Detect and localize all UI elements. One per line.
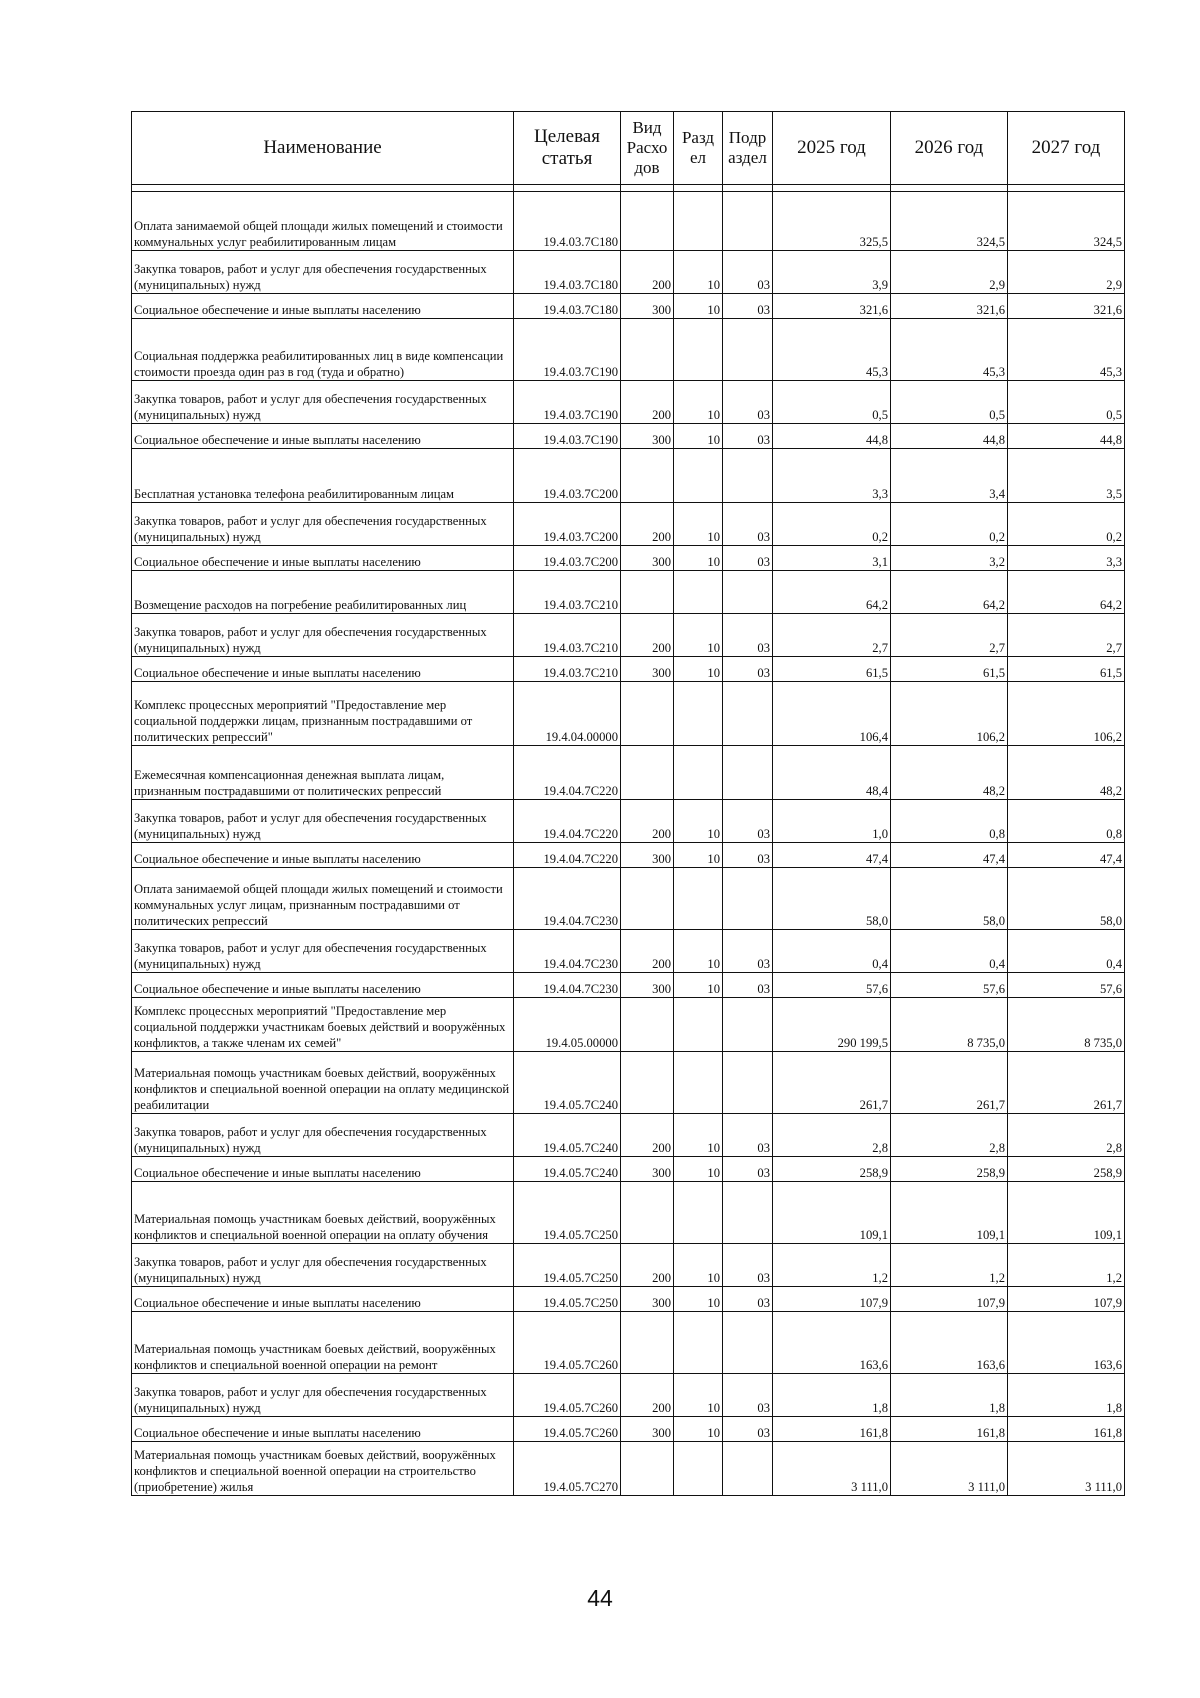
row-subsection: 03 [723,1417,773,1442]
row-section [674,1312,723,1374]
row-expense-type: 300 [621,546,674,571]
row-section [674,868,723,930]
row-value-2025: 2,8 [773,1114,891,1157]
row-value-2025: 3,3 [773,449,891,503]
row-name: Социальное обеспечение и иные выплаты населению [132,546,514,571]
row-name: Закупка товаров, работ и услуг для обеспечения государственных (муниципальных) нужд [132,503,514,546]
table-row [132,1442,1125,1496]
table-row [132,424,1125,449]
row-name: Оплата занимаемой общей площади жилых помещений и стоимости коммунальных услуг лицам, признанным пострадавшими от политических репрессий [132,868,514,930]
row-name: Оплата занимаемой общей площади жилых помещений и стоимости коммунальных услуг реабилитированным лицам [132,192,514,251]
row-subsection: 03 [723,251,773,294]
row-name: Социальное обеспечение и иные выплаты населению [132,1287,514,1312]
row-value-2026: 44,8 [891,424,1008,449]
row-subsection [723,682,773,746]
table-row [132,1374,1125,1417]
table-header-row [132,112,1125,185]
row-target-article: 19.4.03.7С210 [514,614,621,657]
row-target-article: 19.4.05.7С260 [514,1312,621,1374]
row-value-2027: 2,7 [1008,614,1125,657]
row-value-2027: 2,8 [1008,1114,1125,1157]
row-value-2025: 290 199,5 [773,998,891,1052]
table-row [132,319,1125,381]
row-section: 10 [674,800,723,843]
row-subsection [723,868,773,930]
table-row [132,614,1125,657]
row-name: Материальная помощь участникам боевых действий, вооружённых конфликтов и специальной военной операции на ремонт [132,1312,514,1374]
row-target-article: 19.4.04.7С230 [514,930,621,973]
row-subsection: 03 [723,843,773,868]
row-value-2025: 1,0 [773,800,891,843]
row-value-2026: 163,6 [891,1312,1008,1374]
row-target-article: 19.4.03.7С190 [514,319,621,381]
row-value-2025: 258,9 [773,1157,891,1182]
row-expense-type [621,192,674,251]
row-expense-type [621,319,674,381]
row-subsection [723,192,773,251]
row-section: 10 [674,1374,723,1417]
row-target-article: 19.4.04.7С230 [514,973,621,998]
row-target-article: 19.4.03.7С180 [514,192,621,251]
table-row [132,1114,1125,1157]
row-value-2026: 61,5 [891,657,1008,682]
row-target-article: 19.4.04.00000 [514,682,621,746]
table-row [132,381,1125,424]
row-subsection: 03 [723,546,773,571]
row-target-article: 19.4.05.7С240 [514,1114,621,1157]
row-expense-type: 200 [621,1114,674,1157]
table-spacer-row [132,185,1125,192]
row-value-2027: 107,9 [1008,1287,1125,1312]
table-row [132,1287,1125,1312]
row-value-2026: 2,9 [891,251,1008,294]
row-value-2026: 321,6 [891,294,1008,319]
row-subsection: 03 [723,1287,773,1312]
row-value-2025: 2,7 [773,614,891,657]
row-subsection: 03 [723,381,773,424]
row-name: Социальное обеспечение и иные выплаты населению [132,843,514,868]
row-expense-type [621,571,674,614]
table-row [132,973,1125,998]
row-expense-type: 300 [621,424,674,449]
header-section: Разд ел [674,112,723,185]
row-value-2025: 3,9 [773,251,891,294]
row-value-2027: 3 111,0 [1008,1442,1125,1496]
table-row [132,800,1125,843]
row-subsection: 03 [723,1157,773,1182]
row-expense-type: 200 [621,381,674,424]
row-value-2026: 0,4 [891,930,1008,973]
table-row [132,930,1125,973]
row-section [674,192,723,251]
row-section: 10 [674,424,723,449]
page-number: 44 [587,1585,613,1611]
row-value-2025: 325,5 [773,192,891,251]
row-value-2027: 0,5 [1008,381,1125,424]
row-value-2026: 48,2 [891,746,1008,800]
table-row [132,449,1125,503]
row-value-2025: 64,2 [773,571,891,614]
row-subsection: 03 [723,1244,773,1287]
row-target-article: 19.4.03.7С200 [514,449,621,503]
table-row [132,1157,1125,1182]
row-subsection: 03 [723,1114,773,1157]
row-value-2025: 3,1 [773,546,891,571]
row-value-2026: 1,2 [891,1244,1008,1287]
row-value-2027: 45,3 [1008,319,1125,381]
row-expense-type: 200 [621,614,674,657]
row-value-2026: 57,6 [891,973,1008,998]
row-value-2025: 161,8 [773,1417,891,1442]
row-target-article: 19.4.03.7С210 [514,571,621,614]
row-target-article: 19.4.03.7С180 [514,251,621,294]
table-row [132,746,1125,800]
row-name: Закупка товаров, работ и услуг для обеспечения государственных (муниципальных) нужд [132,381,514,424]
row-expense-type [621,1182,674,1244]
row-value-2026: 3,2 [891,546,1008,571]
row-expense-type [621,1052,674,1114]
row-value-2025: 0,5 [773,381,891,424]
row-value-2026: 64,2 [891,571,1008,614]
row-name: Закупка товаров, работ и услуг для обеспечения государственных (муниципальных) нужд [132,251,514,294]
row-target-article: 19.4.05.7С260 [514,1374,621,1417]
row-section: 10 [674,843,723,868]
table-row [132,571,1125,614]
row-value-2025: 45,3 [773,319,891,381]
row-section: 10 [674,381,723,424]
row-value-2027: 61,5 [1008,657,1125,682]
row-value-2025: 1,8 [773,1374,891,1417]
row-value-2026: 324,5 [891,192,1008,251]
row-value-2025: 1,2 [773,1244,891,1287]
row-value-2026: 2,8 [891,1114,1008,1157]
row-value-2026: 3 111,0 [891,1442,1008,1496]
row-target-article: 19.4.05.7С250 [514,1287,621,1312]
row-value-2025: 0,2 [773,503,891,546]
table-row [132,868,1125,930]
row-expense-type: 300 [621,657,674,682]
table-row [132,1052,1125,1114]
table-row [132,998,1125,1052]
row-target-article: 19.4.05.7С270 [514,1442,621,1496]
table-row [132,192,1125,251]
row-value-2027: 161,8 [1008,1417,1125,1442]
row-name: Материальная помощь участникам боевых действий, вооружённых конфликтов и специальной военной операции на строительство (приобретение) жилья [132,1442,514,1496]
row-expense-type: 300 [621,843,674,868]
row-target-article: 19.4.03.7С190 [514,424,621,449]
row-expense-type [621,682,674,746]
row-expense-type: 200 [621,1244,674,1287]
row-section [674,449,723,503]
table-row [132,657,1125,682]
row-expense-type: 200 [621,503,674,546]
row-target-article: 19.4.04.7С220 [514,800,621,843]
row-name: Материальная помощь участникам боевых действий, вооружённых конфликтов и специальной военной операции на оплату медицинской реабилитации [132,1052,514,1114]
row-section: 10 [674,1287,723,1312]
row-value-2027: 3,5 [1008,449,1125,503]
row-value-2027: 109,1 [1008,1182,1125,1244]
row-value-2026: 8 735,0 [891,998,1008,1052]
row-value-2025: 47,4 [773,843,891,868]
row-value-2026: 2,7 [891,614,1008,657]
row-section: 10 [674,1417,723,1442]
row-section: 10 [674,251,723,294]
row-expense-type: 300 [621,1287,674,1312]
row-value-2027: 0,4 [1008,930,1125,973]
row-target-article: 19.4.05.7С260 [514,1417,621,1442]
row-expense-type: 200 [621,1374,674,1417]
row-expense-type: 200 [621,930,674,973]
row-value-2027: 48,2 [1008,746,1125,800]
row-value-2027: 2,9 [1008,251,1125,294]
row-section [674,682,723,746]
header-year-2025: 2025 год [773,112,891,185]
row-name: Бесплатная установка телефона реабилитированным лицам [132,449,514,503]
row-section: 10 [674,657,723,682]
row-name: Социальное обеспечение и иные выплаты населению [132,1417,514,1442]
row-section [674,746,723,800]
row-section: 10 [674,614,723,657]
row-section: 10 [674,1244,723,1287]
header-subsection: Подр аздел [723,112,773,185]
row-section: 10 [674,973,723,998]
row-subsection: 03 [723,657,773,682]
row-section: 10 [674,1114,723,1157]
header-year-2026: 2026 год [891,112,1008,185]
row-value-2025: 58,0 [773,868,891,930]
row-value-2026: 261,7 [891,1052,1008,1114]
row-value-2025: 44,8 [773,424,891,449]
row-name: Материальная помощь участникам боевых действий, вооружённых конфликтов и специальной военной операции на оплату обучения [132,1182,514,1244]
table-row [132,1417,1125,1442]
row-value-2027: 64,2 [1008,571,1125,614]
row-name: Социальное обеспечение и иные выплаты населению [132,424,514,449]
row-target-article: 19.4.05.7С250 [514,1182,621,1244]
row-value-2025: 61,5 [773,657,891,682]
row-value-2027: 1,2 [1008,1244,1125,1287]
row-section [674,1182,723,1244]
row-name: Комплекс процессных мероприятий "Предоставление мер социальной поддержки лицам, признанным пострадавшими от политических репрессий" [132,682,514,746]
header-expense-type: Вид Расхо дов [621,112,674,185]
row-subsection [723,449,773,503]
row-subsection [723,746,773,800]
row-value-2026: 106,2 [891,682,1008,746]
row-value-2026: 3,4 [891,449,1008,503]
row-value-2026: 58,0 [891,868,1008,930]
row-target-article: 19.4.05.7С240 [514,1157,621,1182]
row-name: Социальное обеспечение и иные выплаты населению [132,657,514,682]
row-value-2027: 44,8 [1008,424,1125,449]
row-value-2027: 258,9 [1008,1157,1125,1182]
row-value-2025: 48,4 [773,746,891,800]
row-name: Закупка товаров, работ и услуг для обеспечения государственных (муниципальных) нужд [132,930,514,973]
row-value-2027: 0,8 [1008,800,1125,843]
table-row [132,843,1125,868]
row-value-2026: 45,3 [891,319,1008,381]
row-value-2025: 3 111,0 [773,1442,891,1496]
row-target-article: 19.4.03.7С210 [514,657,621,682]
row-target-article: 19.4.04.7С220 [514,746,621,800]
row-value-2025: 261,7 [773,1052,891,1114]
row-value-2027: 321,6 [1008,294,1125,319]
row-name: Закупка товаров, работ и услуг для обеспечения государственных (муниципальных) нужд [132,800,514,843]
row-value-2026: 0,2 [891,503,1008,546]
row-subsection: 03 [723,973,773,998]
row-subsection [723,571,773,614]
row-value-2027: 324,5 [1008,192,1125,251]
row-value-2027: 163,6 [1008,1312,1125,1374]
row-expense-type: 300 [621,973,674,998]
row-value-2026: 161,8 [891,1417,1008,1442]
row-expense-type [621,746,674,800]
row-section [674,571,723,614]
row-name: Социальная поддержка реабилитированных лиц в виде компенсации стоимости проезда один раз в год (туда и обратно) [132,319,514,381]
table-row [132,682,1125,746]
row-target-article: 19.4.03.7С200 [514,503,621,546]
row-subsection: 03 [723,614,773,657]
table-row [132,503,1125,546]
row-expense-type: 300 [621,1417,674,1442]
row-subsection [723,319,773,381]
row-expense-type: 300 [621,1157,674,1182]
row-value-2027: 0,2 [1008,503,1125,546]
table-row [132,251,1125,294]
row-value-2025: 109,1 [773,1182,891,1244]
row-value-2025: 57,6 [773,973,891,998]
row-section [674,1442,723,1496]
row-target-article: 19.4.03.7С180 [514,294,621,319]
header-name: Наименование [132,112,514,185]
row-value-2027: 8 735,0 [1008,998,1125,1052]
row-target-article: 19.4.05.00000 [514,998,621,1052]
row-value-2026: 47,4 [891,843,1008,868]
row-value-2027: 3,3 [1008,546,1125,571]
row-target-article: 19.4.03.7С190 [514,381,621,424]
table-row [132,1244,1125,1287]
row-section: 10 [674,503,723,546]
row-name: Закупка товаров, работ и услуг для обеспечения государственных (муниципальных) нужд [132,1374,514,1417]
row-subsection: 03 [723,294,773,319]
table-body [132,185,1125,1496]
table-row [132,546,1125,571]
row-value-2025: 321,6 [773,294,891,319]
row-value-2026: 109,1 [891,1182,1008,1244]
row-name: Закупка товаров, работ и услуг для обеспечения государственных (муниципальных) нужд [132,614,514,657]
row-value-2026: 1,8 [891,1374,1008,1417]
row-value-2026: 0,5 [891,381,1008,424]
row-name: Социальное обеспечение и иные выплаты населению [132,973,514,998]
row-name: Социальное обеспечение и иные выплаты населению [132,1157,514,1182]
row-name: Социальное обеспечение и иные выплаты населению [132,294,514,319]
row-name: Закупка товаров, работ и услуг для обеспечения государственных (муниципальных) нужд [132,1114,514,1157]
row-subsection [723,1182,773,1244]
row-subsection: 03 [723,1374,773,1417]
row-subsection [723,1312,773,1374]
row-value-2026: 107,9 [891,1287,1008,1312]
row-section: 10 [674,1157,723,1182]
row-expense-type [621,998,674,1052]
row-subsection: 03 [723,503,773,546]
row-section [674,998,723,1052]
row-name: Комплекс процессных мероприятий "Предоставление мер социальной поддержки участникам боевых действий и вооружённых конфликтов, а также членам их семей" [132,998,514,1052]
row-section [674,319,723,381]
row-name: Ежемесячная компенсационная денежная выплата лицам, признанным пострадавшими от политических репрессий [132,746,514,800]
row-section: 10 [674,294,723,319]
row-name: Возмещение расходов на погребение реабилитированных лиц [132,571,514,614]
row-value-2025: 107,9 [773,1287,891,1312]
header-year-2027: 2027 год [1008,112,1125,185]
row-section [674,1052,723,1114]
row-target-article: 19.4.05.7С240 [514,1052,621,1114]
table-row [132,1312,1125,1374]
row-target-article: 19.4.05.7С250 [514,1244,621,1287]
row-subsection [723,1442,773,1496]
row-subsection [723,998,773,1052]
row-value-2025: 163,6 [773,1312,891,1374]
row-expense-type: 200 [621,251,674,294]
row-value-2026: 0,8 [891,800,1008,843]
row-subsection: 03 [723,930,773,973]
row-expense-type [621,449,674,503]
row-section: 10 [674,930,723,973]
row-subsection: 03 [723,424,773,449]
row-value-2027: 58,0 [1008,868,1125,930]
row-target-article: 19.4.04.7С220 [514,843,621,868]
table-row [132,294,1125,319]
row-subsection [723,1052,773,1114]
row-expense-type [621,1442,674,1496]
row-value-2027: 106,2 [1008,682,1125,746]
table-row [132,1182,1125,1244]
row-expense-type: 200 [621,800,674,843]
row-expense-type [621,868,674,930]
row-value-2027: 1,8 [1008,1374,1125,1417]
row-target-article: 19.4.03.7С200 [514,546,621,571]
row-value-2027: 57,6 [1008,973,1125,998]
row-subsection: 03 [723,800,773,843]
header-target-article: Целевая статья [514,112,621,185]
row-expense-type: 300 [621,294,674,319]
row-target-article: 19.4.04.7С230 [514,868,621,930]
row-name: Закупка товаров, работ и услуг для обеспечения государственных (муниципальных) нужд [132,1244,514,1287]
row-value-2025: 0,4 [773,930,891,973]
row-value-2025: 106,4 [773,682,891,746]
budget-table [131,111,1125,1496]
row-value-2026: 258,9 [891,1157,1008,1182]
row-section: 10 [674,546,723,571]
row-expense-type [621,1312,674,1374]
row-value-2027: 261,7 [1008,1052,1125,1114]
row-value-2027: 47,4 [1008,843,1125,868]
